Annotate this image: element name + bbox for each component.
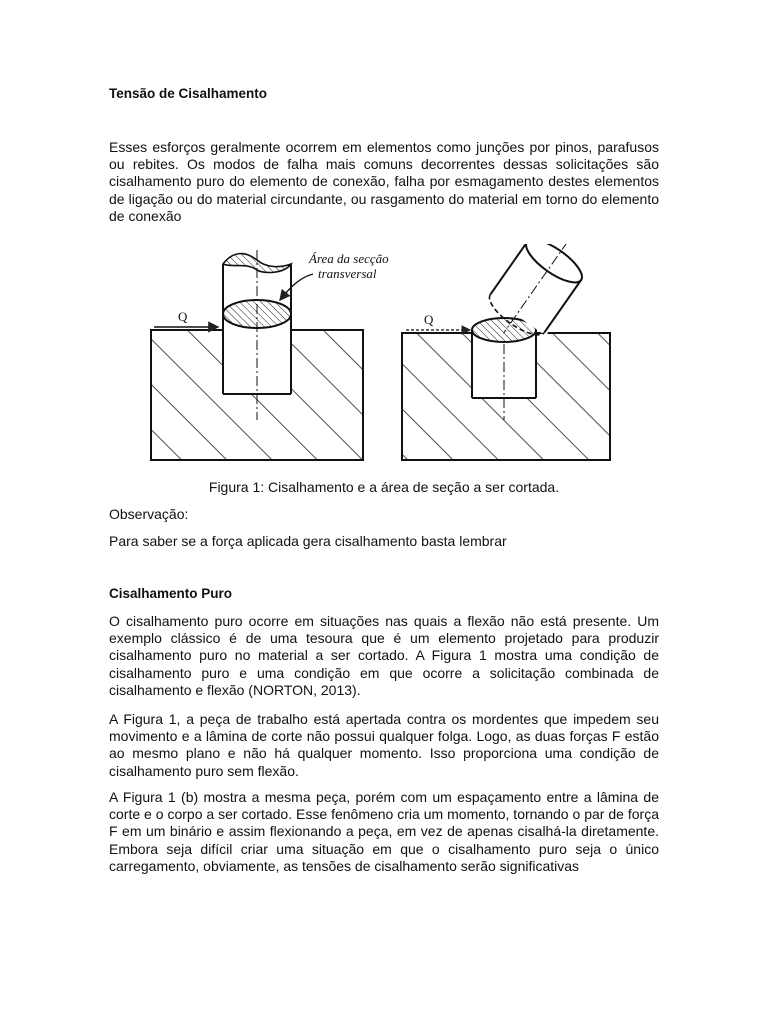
observation-text: Para saber se a força aplicada gera cisalhamento basta lembrar xyxy=(109,533,507,549)
intro-paragraph: Esses esforços geralmente ocorrem em elementos como junções por pinos, parafusos ou rebites. Os modos de falha mais comuns decorrentes dessas solicitações são cisalhamento puro do elemento de conexão, falha por esmagamento destes elementos de ligação ou do material circundante, ou rasgamento do material em torno do elemento de conexão xyxy=(109,139,659,224)
area-label-line2: transversal xyxy=(318,266,377,281)
force-label-right: Q xyxy=(424,312,434,327)
figure-1-drawing xyxy=(146,244,618,464)
observation-label: Observação: xyxy=(109,506,189,522)
diagram-pure-shear xyxy=(151,250,389,460)
force-label-left: Q xyxy=(178,309,188,324)
figure-caption: Figura 1: Cisalhamento e a área de seção a ser cortada. xyxy=(208,479,560,495)
paragraph-pure-shear-3: A Figura 1 (b) mostra a mesma peça, porém com um espaçamento entre a lâmina de corte e o corpo a ser cortado. Esse fenômeno cria um momento, tornando o par de força F em um binário e assim flexionando a peça, em vez de apenas cisalhá-la diretamente. Embora seja difícil criar uma situação em que o cisalhamento puro seja o único carregamento, obviamente, as tensões de cisalhamento serão significativas xyxy=(109,789,659,874)
section-title-cisalhamento-puro: Cisalhamento Puro xyxy=(109,586,233,601)
area-label-line1: Área da secção xyxy=(309,251,389,266)
section-title-tensao: Tensão de Cisalhamento xyxy=(109,86,268,101)
figure-1 xyxy=(146,244,618,464)
paragraph-pure-shear-1: O cisalhamento puro ocorre em situações nas quais a flexão não está presente. Um exemplo clássico é de uma tesoura que é um elemento projetado para produzir cisalhamento puro no material a ser cortado. A Figura 1 mostra uma condição de cisalhamento puro e uma condição em que ocorre a solicitação combinada de cisalhamento e flexão (NORTON, 2013). xyxy=(109,613,659,698)
diagram-shear-with-bending xyxy=(402,244,610,460)
paragraph-pure-shear-2: A Figura 1, a peça de trabalho está apertada contra os mordentes que impedem seu movimento e a lâmina de corte não possui qualquer folga. Logo, as duas forças F estão ao mesmo plano e não há qualquer momento. Isso proporciona uma condição de cisalhamento puro sem flexão. xyxy=(109,711,659,779)
